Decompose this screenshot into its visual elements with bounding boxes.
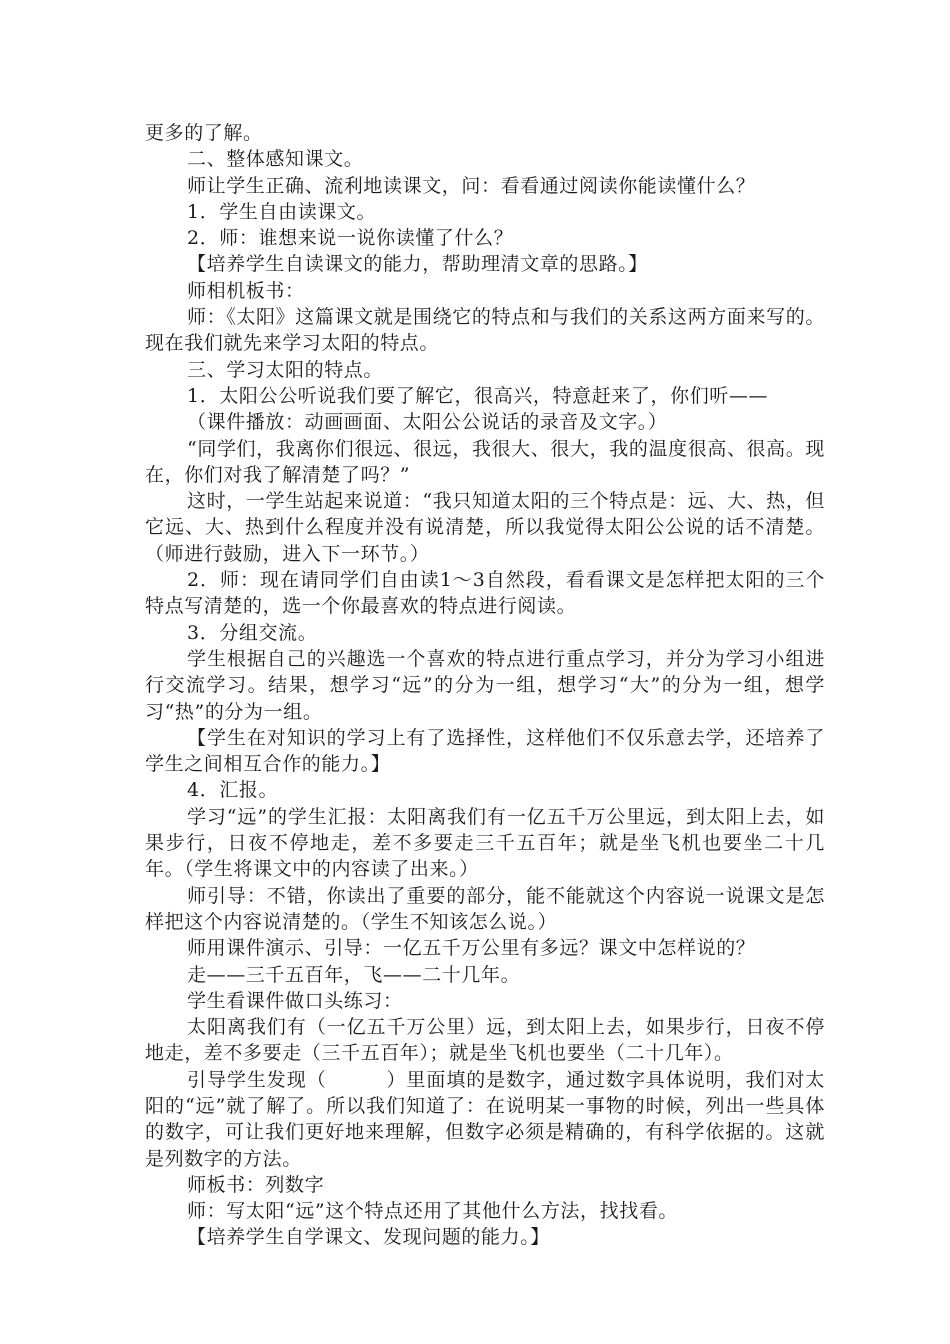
paragraph: 学生看课件做口头练习： [187,989,403,1012]
paragraph: 学习“远”的学生汇报：太阳离我们有一亿五千万公里远，到太阳上去，如果步行，日夜不停地走，差不多要走三千五百年；就是坐飞机也要坐二十几年。（学生将课文中的内容读了出来。） [145,805,825,881]
paragraph: “同学们，我离你们很远、很远，我很大、很大，我的温度很高、很高。现在，你们对我了解清楚了吗？” [145,437,825,486]
paragraph: 2．师：谁想来说一说你读懂了什么？ [187,227,514,250]
paragraph: （课件播放：动画画面、太阳公公说话的录音及文字。） [187,411,668,434]
paragraph: 【学生在对知识的学习上有了选择性，这样他们不仅乐意去学，还培养了学生之间相互合作的能力。】 [145,726,825,776]
paragraph: 学生根据自己的兴趣选一个喜欢的特点进行重点学习，并分为学习小组进行交流学习。结果，想学习“远”的分为一组，想学习“大”的分为一组，想学习“热”的分为一组。 [145,647,825,723]
document-body [145,120,825,1251]
paragraph: 【培养学生自读课文的能力，帮助理清文章的思路。】 [187,253,648,276]
paragraph: 这时，一学生站起来说道：“我只知道太阳的三个特点是：远、大、热，但它远、大、热到什么程度并没有说清楚，所以我觉得太阳公公说的话不清楚。（师进行鼓励，进入下一环节。） [145,490,825,565]
paragraph: 师：写太阳“远”这个特点还用了其他什么方法，找找看。 [187,1200,679,1223]
paragraph: 师板书：列数字 [187,1173,325,1196]
paragraph: 二、整体感知课文。 [187,148,364,171]
paragraph: 走——三千五百年，飞——二十几年。 [187,963,521,986]
paragraph: 师让学生正确、流利地读课文，问：看看通过阅读你能读懂什么？ [187,174,756,197]
paragraph: 1．太阳公公听说我们要了解它，很高兴，特意赶来了，你们听—— [187,384,769,407]
paragraph: 师用课件演示、引导：一亿五千万公里有多远？课文中怎样说的？ [187,937,756,960]
paragraph: 更多的了解。 [145,122,263,144]
paragraph: 2．师：现在请同学们自由读1～3自然段，看看课文是怎样把太阳的三个特点写清楚的，选一个你最喜欢的特点进行阅读。 [145,569,825,618]
paragraph: 3．分组交流。 [187,621,318,644]
paragraph: 师：《太阳》这篇课文就是围绕它的特点和与我们的关系这两方面来写的。现在我们就先来学习太阳的特点。 [145,306,825,355]
paragraph: 引导学生发现（ ）里面填的是数字，通过数字具体说明，我们对太阳的“远”就了解了。所以我们知道了：在说明某一事物的时候，列出一些具体的数字，可让我们更好地来理解，但数字必须是精确的，有科学依据的。这就是列数字的方法。 [145,1068,825,1170]
paragraph: 师相机板书： [187,279,305,302]
paragraph: 师引导：不错，你读出了重要的部分，能不能就这个内容说一说课文是怎样把这个内容说清楚的。（学生不知该怎么说。） [145,884,825,933]
paragraph: 1．学生自由读课文。 [187,200,377,223]
paragraph: 太阳离我们有（一亿五千万公里）远，到太阳上去，如果步行，日夜不停地走，差不多要走（三千五百年）；就是坐飞机也要坐（二十几年）。 [145,1016,825,1065]
paragraph: 4．汇报。 [187,779,279,802]
paragraph: 三、学习太阳的特点。 [187,358,384,381]
paragraph: 【培养学生自学课文、发现问题的能力。】 [187,1226,550,1249]
